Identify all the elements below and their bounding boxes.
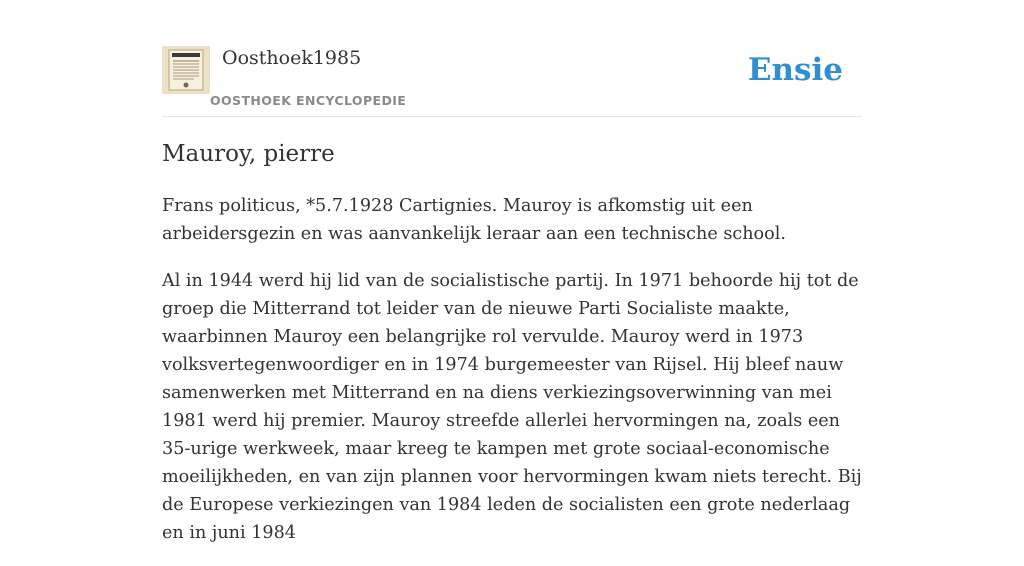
article-paragraph: Al in 1944 werd hij lid van de socialistische partij. In 1971 behoorde hij tot de groep die Mitterrand tot leider van de nieuwe Parti Socialiste maakte, waarbinnen Mauroy een belangrijke rol vervulde. Mauroy werd in 1973 volksvertegenwoordiger en in 1974 burgemeester van Rijsel. Hij bleef nauw samenwerken met Mitterrand en na diens verkiezingsoverwinning van mei 1981 werd hij premier. Mauroy streefde allerlei hervormingen na, zoals een 35-urige werkweek, maar kreeg te kampen met grote sociaal-economische moeilijkheden, en van zijn plannen voor hervormingen kwam niets terecht. Bij de Europese verkiezingen van 1984 leden de socialisten een grote nederlaag en in juni 1984	[162, 271, 862, 543]
header	[162, 46, 862, 117]
page-title: Mauroy, pierre	[162, 141, 335, 167]
article-body	[162, 192, 862, 566]
avatar[interactable]	[162, 46, 210, 94]
article-paragraph: Frans politicus, *5.7.1928 Cartignies. Mauroy is afkomstig uit een arbeidersgezin en was aanvankelijk leraar aan een technische school.	[162, 196, 786, 244]
author-name[interactable]: Oosthoek1985	[222, 47, 362, 69]
source-label[interactable]: OOSTHOEK ENCYCLOPEDIE	[210, 93, 407, 108]
book-cover-icon	[162, 46, 210, 94]
ensie-logo[interactable]: Ensie	[747, 52, 843, 88]
